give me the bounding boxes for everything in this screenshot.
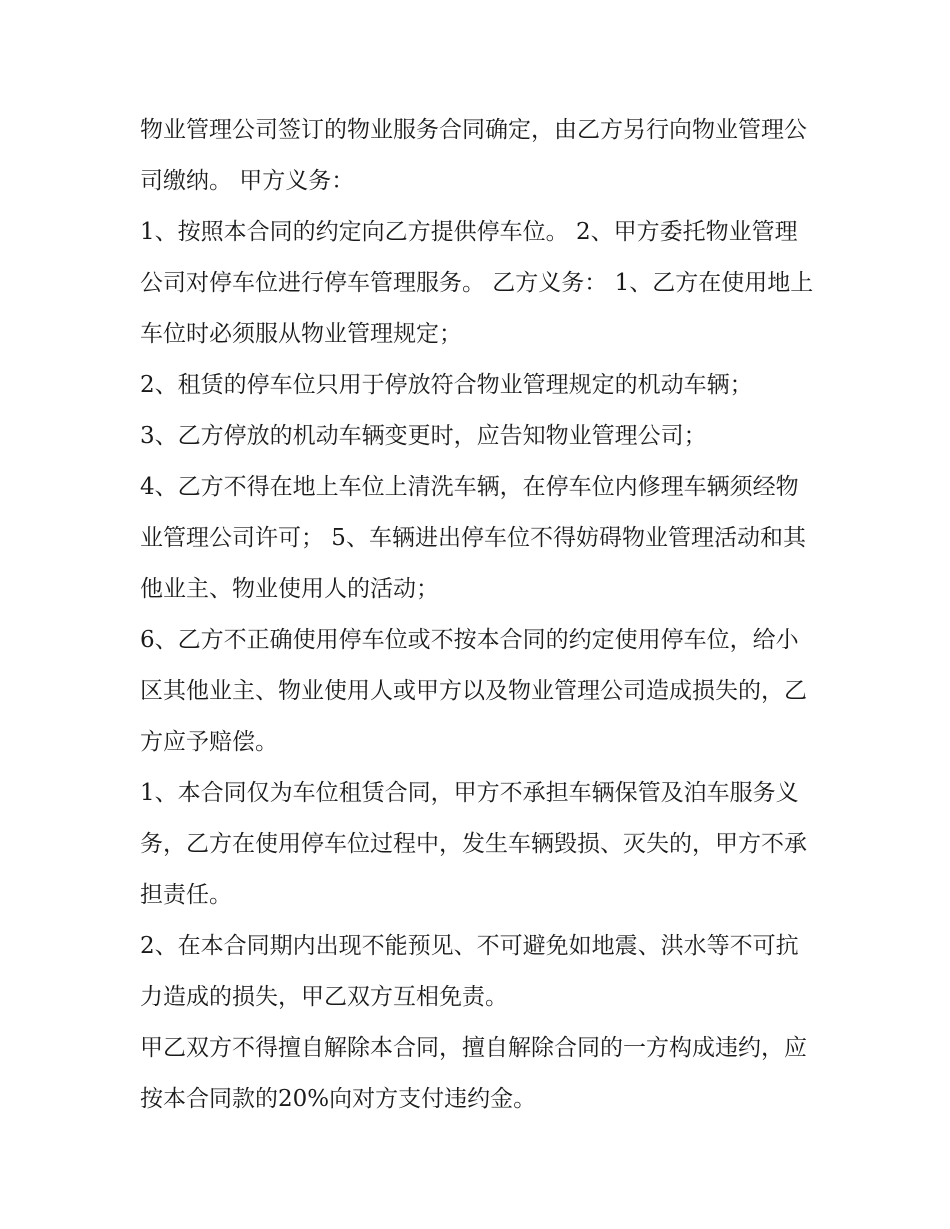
- paragraph: 2、租赁的停车位只用于停放符合物业管理规定的机动车辆；: [140, 372, 753, 398]
- paragraph: 1、按照本合同的约定向乙方提供停车位。 2、甲方委托物业管理公司对停车位进行停车管理服务。 乙方义务： 1、乙方在使用地上车位时必须服从物业管理规定；: [140, 219, 814, 347]
- paragraph: 物业管理公司签订的物业服务合同确定，由乙方另行向物业管理公司缴纳。 甲方义务：: [140, 117, 807, 194]
- paragraph: 甲乙双方不得擅自解除本合同，擅自解除合同的一方构成违约，应按本合同款的20%向对方支付违约金。: [140, 1035, 807, 1112]
- paragraph: 1、本合同仅为车位租赁合同，甲方不承担车辆保管及泊车服务义务，乙方在使用停车位过程中，发生车辆毁损、灭失的，甲方不承担责任。: [140, 780, 807, 908]
- paragraph: 6、乙方不正确使用停车位或不按本合同的约定使用停车位，给小区其他业主、物业使用人或甲方以及物业管理公司造成损失的，乙方应予赔偿。: [140, 627, 807, 755]
- paragraph: 3、乙方停放的机动车辆变更时，应告知物业管理公司；: [140, 423, 707, 449]
- paragraph: 2、在本合同期内出现不能预见、不可避免如地震、洪水等不可抗力造成的损失，甲乙双方互相免责。: [140, 933, 799, 1010]
- document-body: [140, 105, 820, 1125]
- paragraph: 4、乙方不得在地上车位上清洗车辆，在停车位内修理车辆须经物业管理公司许可； 5、车辆进出停车位不得妨碍物业管理活动和其他业主、物业使用人的活动；: [140, 474, 806, 602]
